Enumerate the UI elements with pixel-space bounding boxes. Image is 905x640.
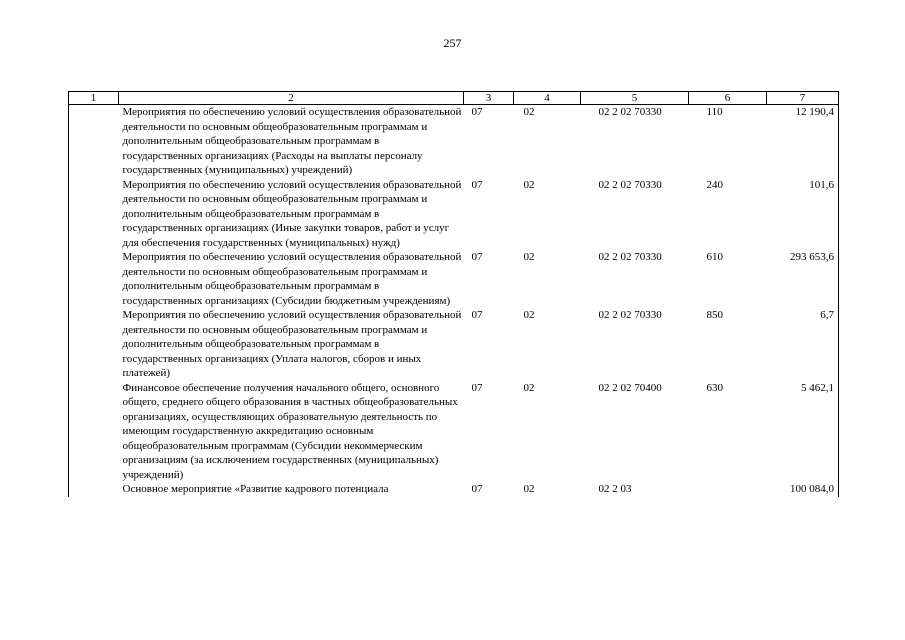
row-section: 07: [471, 106, 483, 118]
table-row: [69, 381, 839, 483]
row-index-cell: [69, 482, 119, 497]
header-col-6: 6: [689, 92, 767, 105]
row-target-code: 02 2 02 70330: [598, 309, 662, 321]
page-number: 257: [443, 36, 462, 50]
row-name: Мероприятия по обеспечению условий осуществления образовательной деятельности по основным общеобразовательным программам и дополнительным общеобразовательным программам в государственных организациях (Иные закупки товаров, работ и услуг для обеспечения государственных (муниципальных) нужд): [122, 178, 462, 249]
row-subsection: 02: [523, 483, 535, 495]
row-index-cell: [69, 308, 119, 381]
row-target-code: 02 2 02 70330: [598, 106, 662, 118]
row-section: 07: [471, 483, 483, 495]
row-section: 07: [471, 251, 483, 263]
row-subsection: 02: [523, 178, 535, 191]
row-index-cell: [69, 381, 119, 483]
row-amount: 101,6: [767, 178, 839, 251]
table-row: [69, 105, 839, 178]
budget-table: [68, 91, 839, 497]
row-expense-type: 630: [706, 381, 723, 394]
row-expense-type: 110: [706, 106, 723, 118]
table-row: [69, 482, 839, 497]
row-amount: 293 653,6: [767, 250, 839, 308]
header-col-5: 5: [581, 92, 689, 105]
row-expense-type: 610: [706, 251, 723, 263]
row-expense-type: 850: [706, 309, 723, 321]
row-name: Мероприятия по обеспечению условий осуществления образовательной деятельности по основным общеобразовательным программам и дополнительным общеобразовательным программам в государственных организациях (Субсидии бюджетным учреждениям): [122, 251, 462, 307]
header-col-4: 4: [514, 92, 581, 105]
row-subsection: 02: [523, 251, 535, 263]
header-col-7: 7: [767, 92, 839, 105]
row-amount: 6,7: [767, 308, 839, 381]
row-section: 07: [471, 309, 483, 321]
row-subsection: 02: [523, 309, 535, 321]
row-index-cell: [69, 105, 119, 178]
header-col-3: 3: [464, 92, 514, 105]
row-name: Основное мероприятие «Развитие кадрового потенциала: [122, 483, 389, 495]
row-name: Финансовое обеспечение получения начального общего, основного общего, среднего общего образования в частных общеобразовательных организациях, осуществляющих образовательную деятельность по имеющим государственную аккредитацию основным общеобразовательным программам (Субсидии некоммерческим организациям (за исключением государственных (муниципальных) учреждений): [122, 381, 458, 481]
row-target-code: 02 2 03: [598, 483, 632, 495]
row-target-code: 02 2 02 70400: [598, 381, 662, 394]
row-amount: 12 190,4: [767, 105, 839, 178]
row-section: 07: [471, 381, 483, 394]
row-name: Мероприятия по обеспечению условий осуществления образовательной деятельности по основным общеобразовательным программам и дополнительным общеобразовательным программам в государственных организациях (Уплата налогов, сборов и иных платежей): [122, 309, 462, 379]
row-target-code: 02 2 02 70330: [598, 178, 662, 191]
header-row: [69, 92, 839, 105]
table-row: [69, 308, 839, 381]
table-row: [69, 178, 839, 251]
header-col-1: 1: [69, 92, 119, 105]
row-amount: 100 084,0: [767, 482, 839, 497]
row-amount: 5 462,1: [767, 381, 839, 483]
row-expense-type: 240: [706, 178, 723, 191]
row-index-cell: [69, 178, 119, 251]
row-expense-type: [689, 482, 767, 497]
row-subsection: 02: [523, 106, 535, 118]
row-target-code: 02 2 02 70330: [598, 251, 662, 263]
header-col-2: 2: [119, 92, 464, 105]
row-index-cell: [69, 250, 119, 308]
row-section: 07: [471, 178, 483, 191]
row-subsection: 02: [523, 381, 535, 394]
table-row: [69, 250, 839, 308]
row-name: Мероприятия по обеспечению условий осуществления образовательной деятельности по основным общеобразовательным программам и дополнительным общеобразовательным программам в государственных организациях (Расходы на выплаты персоналу государственных (муниципальных) учреждений): [122, 106, 462, 176]
